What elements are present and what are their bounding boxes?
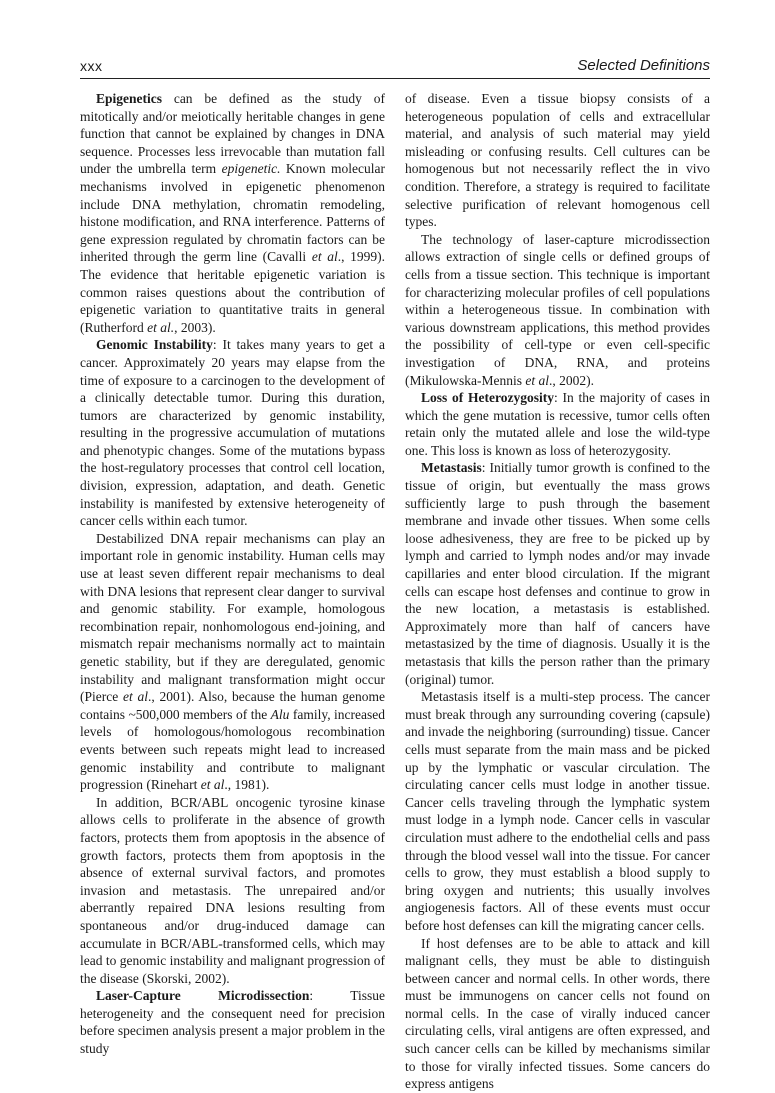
paragraph-metastasis-process [405,688,710,934]
italic-span: et al [122,689,148,705]
text-span: , 2003). [174,319,216,335]
text-span: can be defined as the study of mitotically and/or meiotically heritable changes in gene function that cannot be explained by changes in DNA sequence. Processes less irrevocable than mutation fall under the umbrella term [80,91,385,177]
paragraph-bcr-abl [80,794,385,988]
term-epigenetics: Epigenetics [96,91,162,106]
paragraph-epigenetics [80,90,385,336]
left-column [80,90,385,1058]
text-span: In addition, BCR/ABL oncogenic tyrosine kinase allows cells to proliferate in the absence of growth factors, protects them from apoptosis in the absence of growth factors, protects them from apoptosis in the absence of external survival factors, and promotes invasion and metastasis. The unrepaired and/or aberrantly repaired DNA lesions resulting from spontaneous and/or drug-induced damage can accumulate in BCR/ABL-transformed cells, which may lead to genomic instability and malignant progression of the disease (Skorski, 2002). [80,794,385,986]
text-span: : Initially tumor growth is confined to the tissue of origin, but eventually the mass grows sufficiently large to push through the basement membrane and invade other tissues. When some cells loose adhesiveness, they are free to be picked up by lymph and carried to lymph nodes and/or may invade capillaries and enter blood circulation. If the migrant cells can escape host defenses and continue to grow in the new location, a metastasis is established. Approximately more than half of cancers have metastasized by the time of diagnosis. Usually it is the metastasis that kills the person rather than the primary (original) tumor. [405,460,710,687]
text-span: ., 1999). The evidence that heritable epigenetic variation is common raises questions about the contribution of epigenetic variation to quantitative traits in general (Rutherford [80,249,385,335]
paragraph-lcm-technology [405,231,710,389]
text-span: ., 2001). Also, because the human genome contains ~500,000 members of the [80,689,385,722]
term-metastasis: Metastasis [421,460,482,476]
paragraph-lcm-continued [405,90,710,231]
text-span: Metastasis itself is a multi-step process. The cancer must break through any surrounding covering (capsule) and invade the neighboring (surrounding) tissue. Cancer cells must separate from the main mass and be picked up by the lymphatic or vascular circulation. The circulating cancer cells must lodge in another tissue. Cancer cells traveling through the lymphatic system must lodge in a lymph node. Cancer cells in vascular circulation must adhere to the endothelial cells and pass through the blood vessel wall into the tissue. For cancer cells to grow, they must establish a blood supply to bring oxygen and nutrients; this usually involves angiogenesis factors. All of these events must occur before host defenses can kill the migrating cancer cells. [405,689,710,933]
italic-span: Alu [270,706,290,722]
term-genomic-instability: Genomic Instability [96,337,213,353]
text-span: : Tissue heterogeneity and the consequent need for precision before specimen analysis present a major problem in the study [80,988,385,1057]
paragraph-genomic-instability [80,336,385,530]
paragraph-metastasis [405,459,710,688]
italic-span: et al [311,249,338,265]
italic-span: et al. [147,319,175,335]
text-span: The technology of laser-capture microdissection allows extraction of single cells or defined groups of cells from a tissue section. This technique is important for characterizing molecular profiles of cell populations within a heterogeneous tissue. In combination with various downstream applications, this method provides the possibility of cell-type or even cell-specific investigation of DNA, RNA, and proteins (Mikulowska-Mennis [405,231,710,388]
text-span: : It takes many years to get a cancer. Approximately 20 years may elapse from the time of exposure to a carcinogen to the development of a clinically detectable tumor. During this duration, tumors are characterized by genomic instability, resulting in the progressive accumulation of mutations and phenotypic changes. Some of the mutations bypass the host-regulatory processes that control cell location, division, expression, adaptation, and death. Genetic instability is manifested by extensive heterogeneity of cancer cells within each tumor. [80,337,385,529]
text-span: family, increased levels of homologous/homologous recombination events between such repeats might lead to increased genomic instability and contribute to malignant progression (Rinehart [80,706,385,793]
italic-span: epigenetic. [221,161,281,177]
term-laser-capture-microdissection: Laser-Capture Microdissection [96,988,310,1004]
page-header [80,54,710,79]
text-span: Destabilized DNA repair mechanisms can play an important role in genomic instability. Human cells may use at least seven different repair mechanisms to deal with DNA lesions that represent clear danger to survival and genomic stability. For example, homologous recombination repair, nonhomologous end-joining, and mismatch repair mechanisms normally act to maintain genetic stability, but if they are deregulated, genomic instability and malignant transformation might occur (Pierce [80,530,385,705]
running-title: Selected Definitions [577,57,710,74]
paragraph-laser-capture [80,987,385,1057]
text-span: If host defenses are to be able to attack and kill malignant cells, they must be able to distinguish between cancer and normal cells. In other words, there must be immunogens on cancer cells not found on normal cells. In the case of virally induced cancer circulating cells, viral antigens are often expressed, and such cancer cells can be killed by mechanisms similar to those for virally infected tissues. Some cancers do express antigens [405,935,710,1092]
page-number: xxx [80,58,103,74]
paragraph-host-defenses [405,935,710,1093]
text-span: : In the majority of cases in which the gene mutation is recessive, tumor cells often retain only the mutated allele and lose the wild-type one. This loss is known as loss of heterozygosity. [405,390,710,458]
paragraph-dna-repair [80,530,385,794]
right-column [405,90,710,1093]
text-span: ., 2002). [549,372,594,388]
paragraph-loss-of-heterozygosity [405,389,710,459]
text-span: Known molecular mechanisms involved in epigenetic phenomenon include DNA methylation, chromatin remodeling, histone modification, and RNA interference. Patterns of gene expression regulated by chromatin factors can be inherited through the germ line (Cavalli [80,161,385,265]
text-span: of disease. Even a tissue biopsy consists of a heterogeneous population of cells and extracellular material, and analysis of such material may yield misleading or confusing results. Cell cultures can be homogenous but not necessarily reflect the in vivo condition. Therefore, a strategy is required to facilitate selective purification of relevant homogenous cell types. [405,91,710,230]
italic-span: et al [200,777,225,793]
text-span: ., 1981). [224,777,270,793]
term-loss-of-heterozygosity: Loss of Heterozygosity [421,390,554,406]
italic-span: et al [525,372,549,388]
